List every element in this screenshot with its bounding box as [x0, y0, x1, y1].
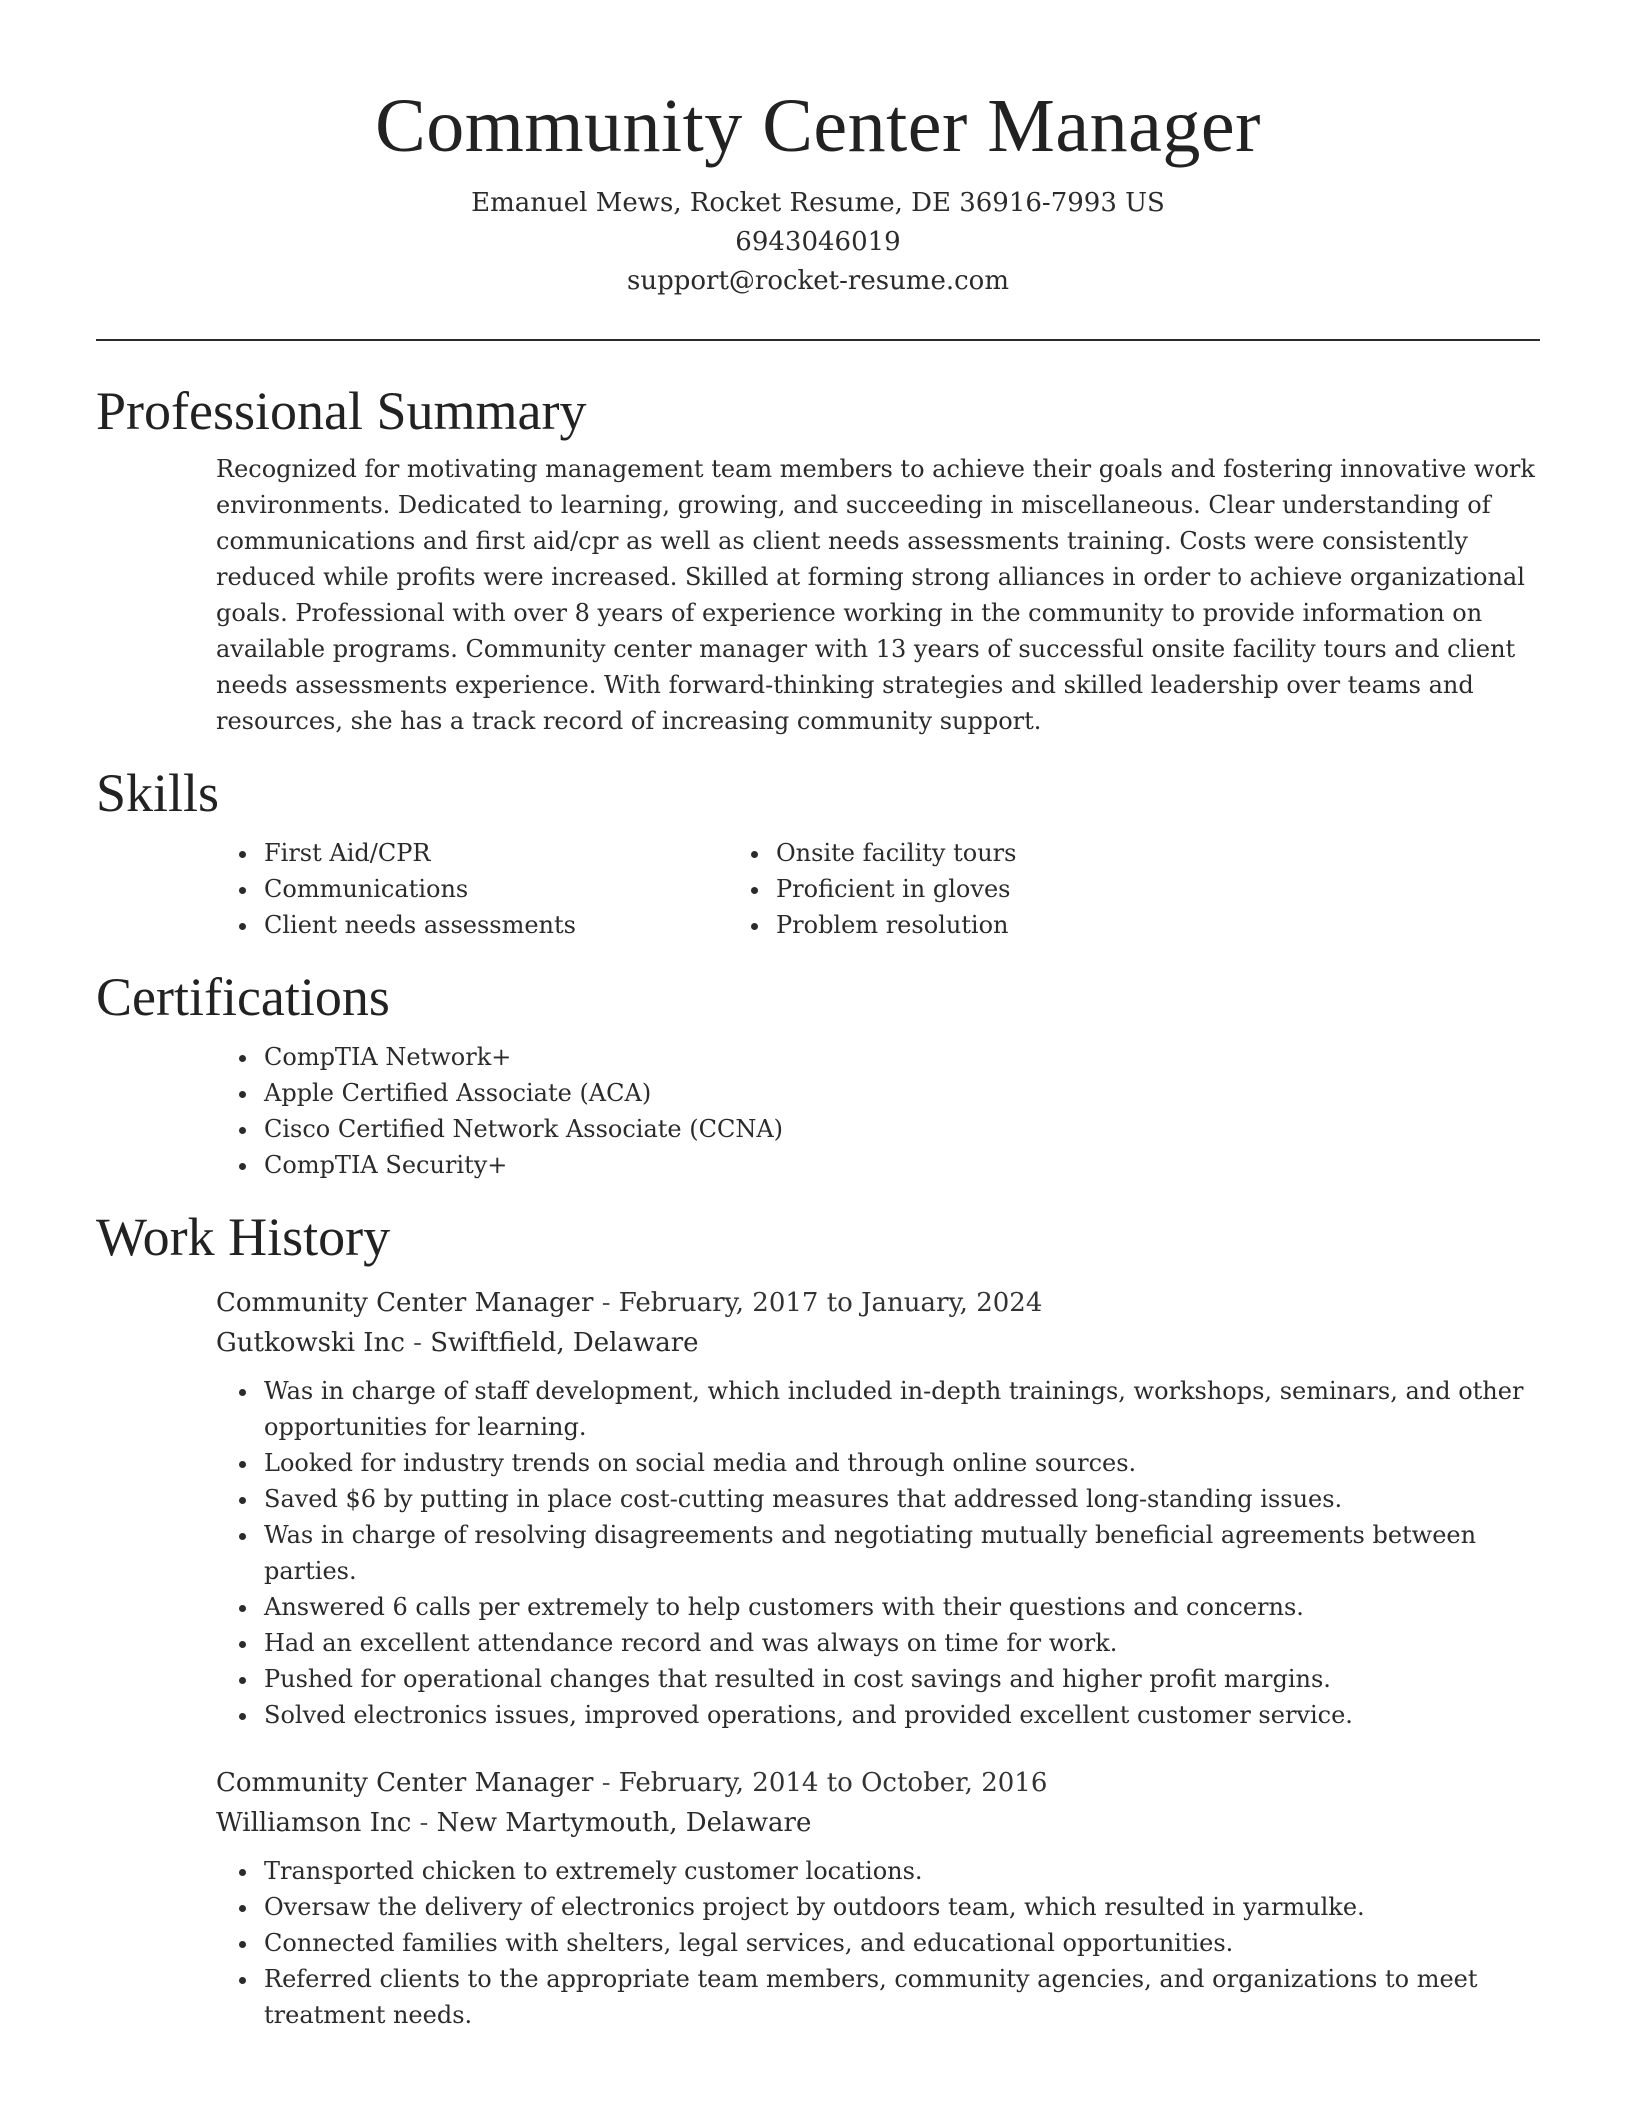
skill-item: • Onsite facility tours	[772, 835, 1016, 871]
skill-item: • Problem resolution	[772, 907, 1016, 943]
job-dates: February, 2014 to October, 2016	[618, 1768, 1048, 1798]
certification-item: • Apple Certified Associate (ACA)	[260, 1075, 1540, 1111]
job-company-line	[96, 1323, 1540, 1363]
job-entry	[96, 1283, 1540, 1733]
contact-block	[96, 184, 1540, 301]
job-bullet: • Was in charge of staff development, which included in-depth trainings, workshops, seminars, and other opportunities for learning.	[260, 1373, 1540, 1445]
job-bullet: • Looked for industry trends on social media and through online sources.	[260, 1445, 1540, 1481]
header-divider	[96, 339, 1540, 341]
summary-text: Recognized for motivating management team members to achieve their goals and fostering innovative work environments. Dedicated to learning, growing, and succeeding in miscellaneous. Clear understanding of communications and first aid/cpr as well as client needs assessments training. Costs were consistently reduced while profits were increased. Skilled at forming strong alliances in order to achieve organizational goals. Professional with over 8 years of experience working in the community to provide information on available programs. Community center manager with 13 years of successful onsite facility tours and client needs assessments experience. With forward-thinking strategies and skilled leadership over teams and resources, she has a track record of increasing community support.	[216, 455, 1535, 735]
job-company-separator: -	[413, 1328, 422, 1358]
job-bullets	[96, 1853, 1540, 2033]
contact-address: Emanuel Mews, Rocket Resume, DE 36916-7993 US	[471, 188, 1165, 218]
job-bullet: • Referred clients to the appropriate team members, community agencies, and organizations to meet treatment needs.	[260, 1961, 1540, 2033]
job-location: Swiftfield, Delaware	[430, 1328, 699, 1358]
certification-item: • CompTIA Network+	[260, 1039, 1540, 1075]
skill-item: • Communications	[260, 871, 746, 907]
contact-phone: 6943046019	[735, 227, 901, 257]
skills-list	[96, 835, 1540, 943]
job-title-line	[96, 1763, 1540, 1803]
job-bullet: • Solved electronics issues, improved operations, and provided excellent customer service.	[260, 1697, 1540, 1733]
job-title-separator: -	[601, 1288, 611, 1318]
job-bullet: • Saved $6 by putting in place cost-cutting measures that addressed long-standing issues.	[260, 1481, 1540, 1517]
certification-item: • Cisco Certified Network Associate (CCNA)	[260, 1111, 1540, 1147]
job-company: Williamson Inc	[216, 1808, 412, 1838]
skills-heading: Skills	[96, 763, 220, 823]
job-bullet: • Oversaw the delivery of electronics project by outdoors team, which resulted in yarmulke.	[260, 1889, 1540, 1925]
job-bullet: • Connected families with shelters, legal services, and educational opportunities.	[260, 1925, 1540, 1961]
resume-title: Community Center Manager	[375, 84, 1261, 168]
certification-item: • CompTIA Security+	[260, 1147, 1540, 1183]
job-title: Community Center Manager	[216, 1768, 594, 1798]
job-company-line	[96, 1803, 1540, 1843]
job-title: Community Center Manager	[216, 1288, 594, 1318]
certifications-heading: Certifications	[96, 967, 390, 1027]
skills-column-2	[746, 835, 1016, 943]
job-entry	[96, 1763, 1540, 2033]
job-bullets	[96, 1373, 1540, 1733]
job-company: Gutkowski Inc	[216, 1328, 405, 1358]
skill-item: • Client needs assessments	[260, 907, 746, 943]
job-location: New Martymouth, Delaware	[436, 1808, 812, 1838]
job-bullet: • Had an excellent attendance record and was always on time for work.	[260, 1625, 1540, 1661]
job-company-separator: -	[419, 1808, 429, 1838]
job-dates: February, 2017 to January, 2024	[618, 1288, 1043, 1318]
skills-column-1	[96, 835, 746, 943]
certifications-list	[96, 1039, 1540, 1183]
job-bullet: • Transported chicken to extremely customer locations.	[260, 1853, 1540, 1889]
job-title-line	[96, 1283, 1540, 1323]
skill-item: • First Aid/CPR	[260, 835, 746, 871]
skill-item: • Proficient in gloves	[772, 871, 1016, 907]
contact-email: support@rocket-resume.com	[626, 266, 1009, 296]
resume-page	[96, 0, 1540, 2033]
job-title-separator: -	[601, 1768, 611, 1798]
job-bullet: • Answered 6 calls per extremely to help customers with their questions and concerns.	[260, 1589, 1540, 1625]
summary-heading: Professional Summary	[96, 381, 587, 441]
work-history-heading: Work History	[96, 1207, 391, 1267]
job-bullet: • Pushed for operational changes that resulted in cost savings and higher profit margins.	[260, 1661, 1540, 1697]
job-bullet: • Was in charge of resolving disagreements and negotiating mutually beneficial agreements between parties.	[260, 1517, 1540, 1589]
